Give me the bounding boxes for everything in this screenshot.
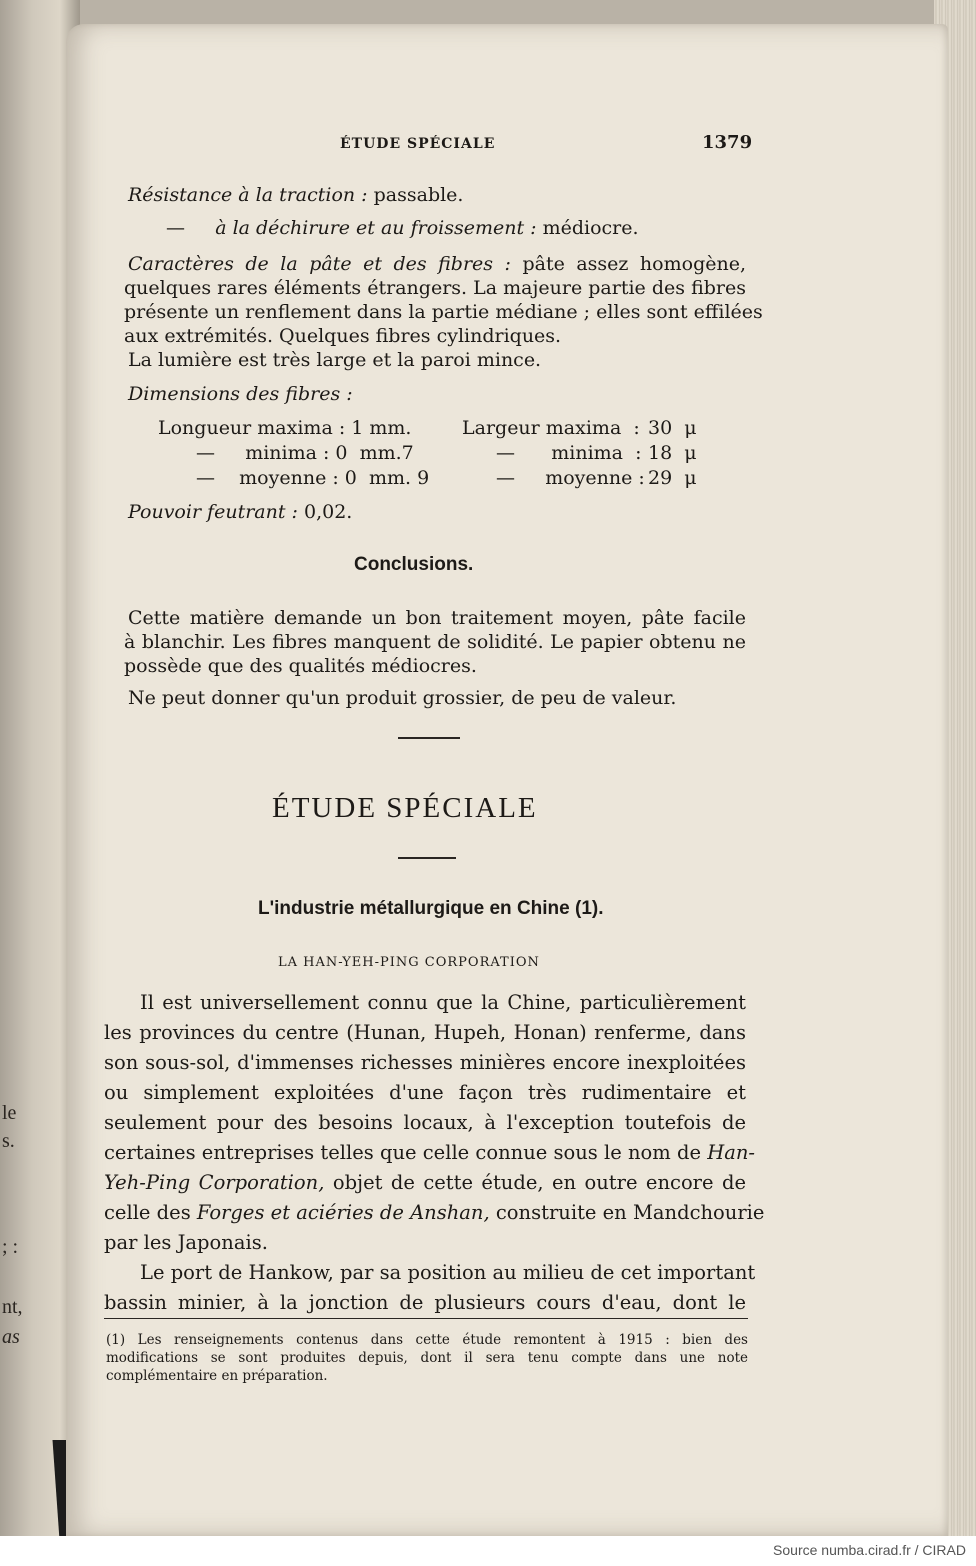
article-line: Le port de Hankow, par sa position au milieu de cet important — [140, 1261, 756, 1284]
left-fragment: ; : — [2, 1236, 19, 1258]
resistance-dechirure-value: médiocre. — [542, 217, 639, 239]
dimension-right-label: — moyenne : — [496, 467, 645, 489]
page-number: 1379 — [702, 132, 753, 153]
resistance-dechirure-label: à la déchirure et au froissement : — [215, 217, 537, 239]
conclusions-line: possède que des qualités médiocres. — [124, 655, 477, 677]
article-title: ÉTUDE SPÉCIALE — [272, 792, 538, 824]
conclusions-line: Cette matière demande un bon traitement moyen, pâte facile — [128, 607, 746, 629]
dimension-left: — moyenne : 0 mm. 9 — [196, 467, 430, 489]
dimension-right-label: Largeur maxima : — [462, 417, 640, 439]
dimensions-title: Dimensions des fibres : — [128, 383, 353, 405]
paragraph-line: présente un renflement dans la partie médiane ; elles sont effilées — [124, 301, 763, 323]
source-credit: Source numba.cirad.fr / CIRAD — [773, 1542, 966, 1558]
title-divider — [398, 857, 456, 859]
conclusions-line: Ne peut donner qu'un produit grossier, de peu de valeur. — [128, 687, 677, 709]
resistance-traction-value: passable. — [373, 184, 464, 206]
conclusions-line: à blanchir. Les fibres manquent de solidité. Le papier obtenu ne — [124, 631, 746, 653]
footnote-line: modifications se sont produites depuis, dont il sera tenu compte dans une note — [106, 1350, 748, 1366]
running-title: ÉTUDE SPÉCIALE — [340, 136, 496, 152]
resistance-traction-line — [128, 182, 463, 208]
pouvoir-feutrant-value: 0,02. — [303, 501, 353, 523]
article-line — [104, 1140, 755, 1166]
article-line: par les Japonais. — [104, 1231, 268, 1254]
footnote-line: (1) Les renseignements contenus dans cette étude remontent à 1915 : bien des — [106, 1332, 748, 1348]
article-line — [104, 1170, 746, 1196]
forges-italic: Forges et aciéries de Anshan, — [196, 1201, 490, 1224]
left-fragment: nt, — [2, 1296, 23, 1318]
caracteres-text: pâte assez homogène, — [522, 253, 746, 275]
paragraph-line: quelques rares éléments étrangers. La majeure partie des fibres — [124, 277, 746, 299]
pouvoir-feutrant-line — [128, 499, 352, 525]
dimension-right-label: — minima : — [496, 442, 642, 464]
han-italic: Han- — [707, 1141, 755, 1164]
footnote-rule — [104, 1318, 748, 1319]
article-subtitle: L'industrie métallurgique en Chine (1). — [258, 898, 604, 919]
article-line: les provinces du centre (Hunan, Hupeh, Honan) renferme, dans — [104, 1021, 746, 1044]
article-line: ou simplement exploitées d'une façon très rudimentaire et — [104, 1081, 746, 1104]
article-line-text: certaines entreprises telles que celle connue sous le nom de — [104, 1141, 701, 1164]
dimension-left: — minima : 0 mm.7 — [196, 442, 414, 464]
corporation-italic: Yeh-Ping Corporation, — [104, 1171, 325, 1194]
article-line-text: construite en Mandchourie — [495, 1201, 765, 1224]
dimension-right-value: 30 μ — [648, 417, 697, 439]
resistance-dechirure-line — [166, 215, 639, 241]
article-line — [104, 1200, 765, 1226]
left-fragment: s. — [2, 1130, 15, 1152]
article-line: bassin minier, à la jonction de plusieurs cours d'eau, dont le — [104, 1291, 746, 1314]
article-line: Il est universellement connu que la Chine, particulièrement — [140, 991, 746, 1014]
left-fragment: le — [2, 1102, 17, 1124]
article-line: seulement pour des besoins locaux, à l'exception toutefois de — [104, 1111, 746, 1134]
article-line: son sous-sol, d'immenses richesses minières encore inexploitées — [104, 1051, 746, 1074]
ditto-dash: — — [166, 217, 185, 239]
caracteres-line-1 — [128, 251, 746, 277]
paragraph-line: La lumière est très large et la paroi mince. — [128, 349, 542, 371]
resistance-traction-label: Résistance à la traction : — [128, 184, 368, 206]
caracteres-label: Caractères de la pâte et des fibres : — [128, 253, 511, 275]
dimension-right-value: 29 μ — [648, 467, 697, 489]
paragraph-line: aux extrémités. Quelques fibres cylindriques. — [124, 325, 562, 347]
section-label: LA HAN-YEH-PING CORPORATION — [278, 955, 540, 970]
dimension-right-value: 18 μ — [648, 442, 697, 464]
footnote-line: complémentaire en préparation. — [106, 1368, 328, 1384]
article-line-text: celle des — [104, 1201, 191, 1224]
dimension-left: Longueur maxima : 1 mm. — [158, 417, 412, 439]
section-divider — [398, 737, 460, 739]
pouvoir-feutrant-label: Pouvoir feutrant : — [128, 501, 298, 523]
left-fragment: as — [2, 1326, 20, 1348]
left-page-text-fragments — [0, 0, 60, 1536]
conclusions-heading: Conclusions. — [354, 554, 474, 575]
article-line-text: objet de cette étude, en outre encore de — [332, 1171, 746, 1194]
